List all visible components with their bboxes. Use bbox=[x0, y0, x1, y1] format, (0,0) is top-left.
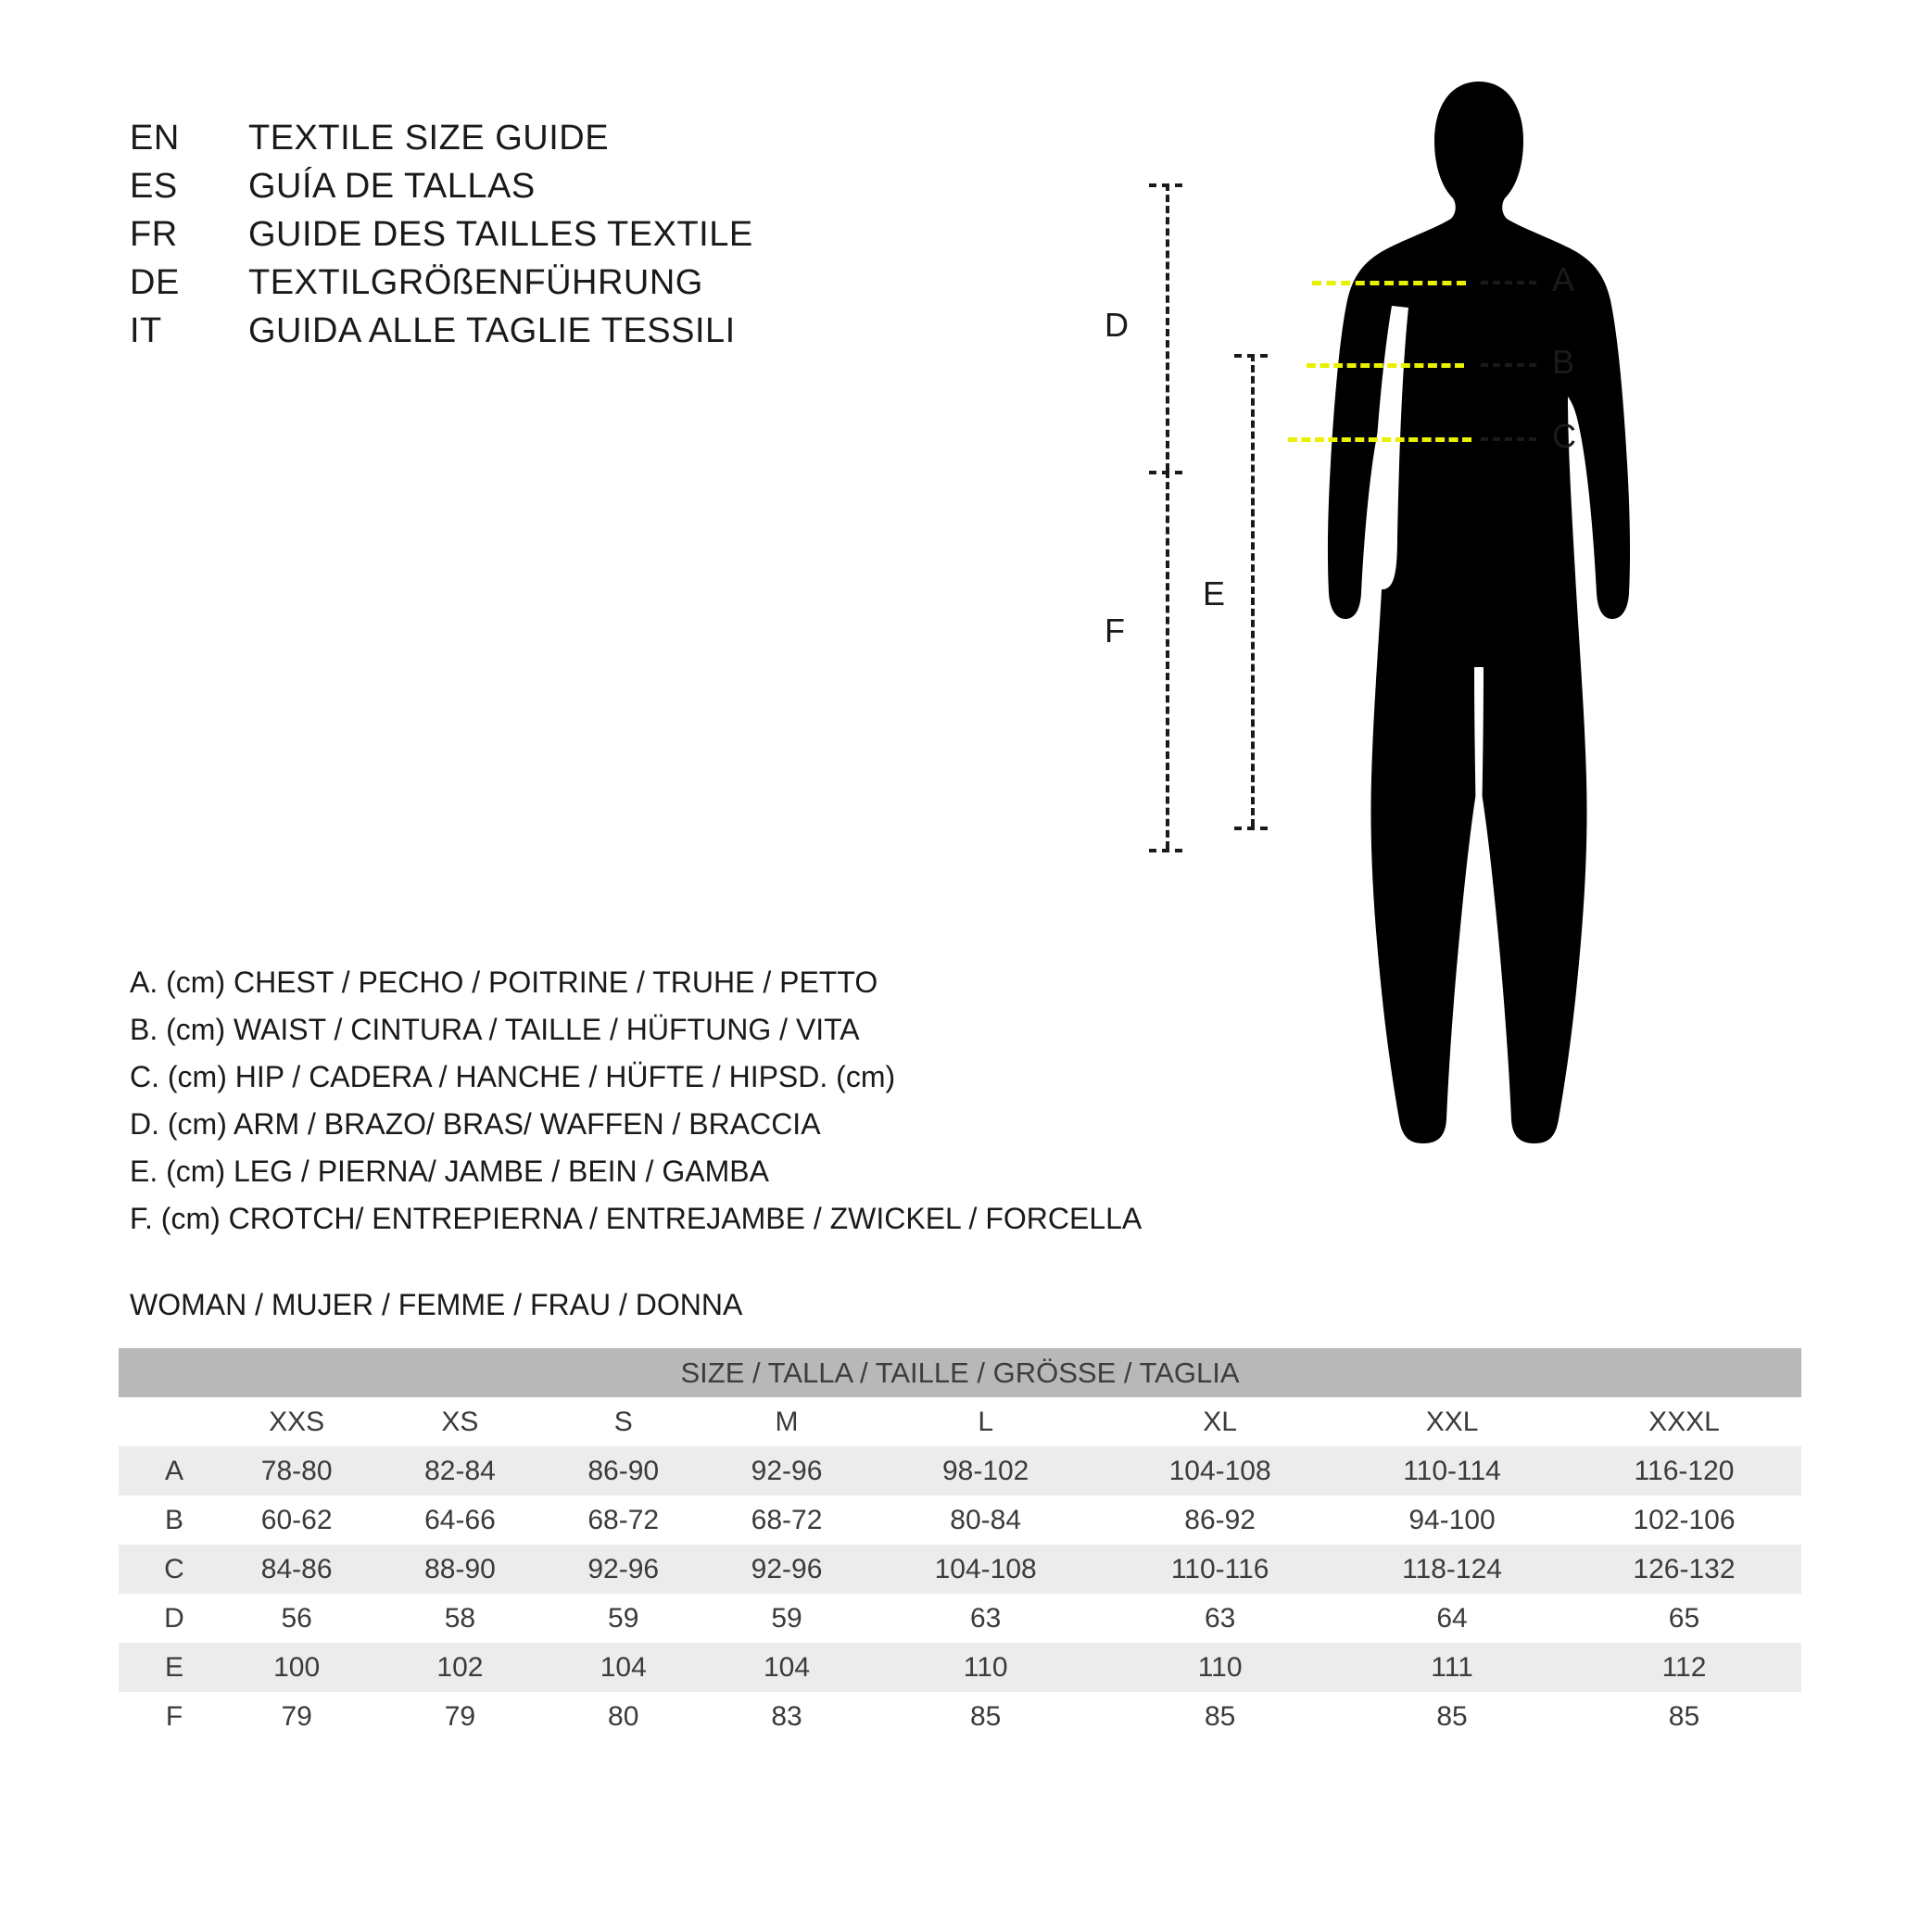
size-col-s: S bbox=[542, 1397, 705, 1446]
title-row bbox=[130, 215, 753, 263]
cell-e-m: 104 bbox=[705, 1643, 868, 1692]
cell-d-s: 59 bbox=[542, 1594, 705, 1643]
marker-label-e: E bbox=[1203, 574, 1226, 612]
cell-c-xs: 88-90 bbox=[378, 1545, 541, 1594]
size-col-xl: XL bbox=[1103, 1397, 1337, 1446]
cell-a-xxl: 110-114 bbox=[1337, 1446, 1567, 1496]
cell-c-m: 92-96 bbox=[705, 1545, 868, 1594]
title-row bbox=[130, 167, 753, 215]
table-row bbox=[119, 1594, 1801, 1643]
leg-bracket-line bbox=[1251, 354, 1255, 827]
legend-item-e: E. (cm) LEG / PIERNA/ JAMBE / BEIN / GAMBA bbox=[130, 1155, 769, 1188]
marker-label-d: D bbox=[1105, 306, 1129, 344]
cell-b-xxxl: 102-106 bbox=[1567, 1496, 1801, 1545]
size-col-m: M bbox=[705, 1397, 868, 1446]
waist-leader-line bbox=[1481, 363, 1536, 367]
cell-b-xxs: 60-62 bbox=[215, 1496, 378, 1545]
cell-e-xxl: 111 bbox=[1337, 1643, 1567, 1692]
table-row bbox=[119, 1446, 1801, 1496]
legend-block bbox=[130, 959, 1142, 1243]
legend-item-f: F. (cm) CROTCH/ ENTREPIERNA / ENTREJAMBE / ZWICKEL / FORCELLA bbox=[130, 1202, 1143, 1235]
waist-measure-line bbox=[1307, 363, 1464, 368]
chest-measure-line bbox=[1312, 281, 1466, 285]
table-size-row bbox=[119, 1397, 1801, 1446]
title-lang-de: DE bbox=[130, 263, 180, 302]
cell-a-s: 86-90 bbox=[542, 1446, 705, 1496]
title-row bbox=[130, 263, 753, 311]
cell-e-xxs: 100 bbox=[215, 1643, 378, 1692]
title-lang-es: ES bbox=[130, 167, 178, 206]
title-text-de: TEXTILGRÖßENFÜHRUNG bbox=[248, 263, 703, 302]
cell-f-s: 80 bbox=[542, 1692, 705, 1741]
size-col-xxs: XXS bbox=[215, 1397, 378, 1446]
cell-f-xs: 79 bbox=[378, 1692, 541, 1741]
title-text-en: TEXTILE SIZE GUIDE bbox=[248, 119, 610, 158]
cell-f-xxl: 85 bbox=[1337, 1692, 1567, 1741]
cell-f-l: 85 bbox=[868, 1692, 1103, 1741]
table-header-label: SIZE / TALLA / TAILLE / GRÖSSE / TAGLIA bbox=[119, 1348, 1801, 1397]
cell-f-xl: 85 bbox=[1103, 1692, 1337, 1741]
cell-b-xs: 64-66 bbox=[378, 1496, 541, 1545]
row-label-b: B bbox=[119, 1496, 215, 1545]
cell-c-xxl: 118-124 bbox=[1337, 1545, 1567, 1594]
title-row bbox=[130, 119, 753, 167]
category-label: WOMAN / MUJER / FEMME / FRAU / DONNA bbox=[130, 1288, 743, 1321]
cell-a-m: 92-96 bbox=[705, 1446, 868, 1496]
cell-a-xs: 82-84 bbox=[378, 1446, 541, 1496]
row-label-f: F bbox=[119, 1692, 215, 1741]
table-row bbox=[119, 1545, 1801, 1594]
title-lang-en: EN bbox=[130, 119, 180, 158]
cell-d-xxl: 64 bbox=[1337, 1594, 1567, 1643]
title-row bbox=[130, 311, 753, 360]
size-col-xs: XS bbox=[378, 1397, 541, 1446]
cell-a-l: 98-102 bbox=[868, 1446, 1103, 1496]
title-lang-fr: FR bbox=[130, 215, 178, 254]
chest-leader-line bbox=[1481, 281, 1536, 284]
cell-c-xl: 110-116 bbox=[1103, 1545, 1337, 1594]
arm-bracket-line bbox=[1166, 183, 1169, 471]
cell-a-xxs: 78-80 bbox=[215, 1446, 378, 1496]
crotch-bracket-line bbox=[1166, 471, 1169, 849]
cell-c-l: 104-108 bbox=[868, 1545, 1103, 1594]
cell-f-xxs: 79 bbox=[215, 1692, 378, 1741]
legend-item-a: A. (cm) CHEST / PECHO / POITRINE / TRUHE / PETTO bbox=[130, 966, 878, 999]
table-row bbox=[119, 1643, 1801, 1692]
row-label-a: A bbox=[119, 1446, 215, 1496]
legend-item-b: B. (cm) WAIST / CINTURA / TAILLE / HÜFTUNG / VITA bbox=[130, 1013, 860, 1046]
cell-e-xl: 110 bbox=[1103, 1643, 1337, 1692]
cell-f-xxxl: 85 bbox=[1567, 1692, 1801, 1741]
row-label-c: C bbox=[119, 1545, 215, 1594]
cell-d-xl: 63 bbox=[1103, 1594, 1337, 1643]
measurement-diagram bbox=[1105, 56, 1890, 1260]
table-row bbox=[119, 1692, 1801, 1741]
title-text-it: GUIDA ALLE TAGLIE TESSILI bbox=[248, 311, 736, 350]
cell-e-l: 110 bbox=[868, 1643, 1103, 1692]
size-table bbox=[119, 1348, 1801, 1741]
cell-d-m: 59 bbox=[705, 1594, 868, 1643]
title-block bbox=[130, 119, 753, 360]
cell-c-xxs: 84-86 bbox=[215, 1545, 378, 1594]
marker-label-c: C bbox=[1552, 417, 1576, 455]
size-row-corner bbox=[119, 1397, 215, 1446]
title-text-fr: GUIDE DES TAILLES TEXTILE bbox=[248, 215, 753, 254]
marker-label-a: A bbox=[1552, 260, 1575, 298]
cell-d-xxs: 56 bbox=[215, 1594, 378, 1643]
size-col-l: L bbox=[868, 1397, 1103, 1446]
table-row bbox=[119, 1496, 1801, 1545]
table-header-row bbox=[119, 1348, 1801, 1397]
cell-a-xxxl: 116-120 bbox=[1567, 1446, 1801, 1496]
crotch-bracket-bottom-tick bbox=[1149, 849, 1182, 852]
cell-c-s: 92-96 bbox=[542, 1545, 705, 1594]
cell-c-xxxl: 126-132 bbox=[1567, 1545, 1801, 1594]
cell-e-xs: 102 bbox=[378, 1643, 541, 1692]
cell-f-m: 83 bbox=[705, 1692, 868, 1741]
cell-e-s: 104 bbox=[542, 1643, 705, 1692]
title-lang-it: IT bbox=[130, 311, 162, 350]
cell-b-xxl: 94-100 bbox=[1337, 1496, 1567, 1545]
cell-b-l: 80-84 bbox=[868, 1496, 1103, 1545]
cell-d-xs: 58 bbox=[378, 1594, 541, 1643]
cell-b-xl: 86-92 bbox=[1103, 1496, 1337, 1545]
size-col-xxxl: XXXL bbox=[1567, 1397, 1801, 1446]
cell-b-s: 68-72 bbox=[542, 1496, 705, 1545]
hip-measure-line bbox=[1288, 437, 1471, 442]
marker-label-f: F bbox=[1105, 612, 1125, 650]
woman-silhouette-icon bbox=[1316, 74, 1649, 1214]
hip-leader-line bbox=[1481, 437, 1536, 441]
cell-e-xxxl: 112 bbox=[1567, 1643, 1801, 1692]
legend-item-d: D. (cm) ARM / BRAZO/ BRAS/ WAFFEN / BRACCIA bbox=[130, 1107, 821, 1141]
marker-label-b: B bbox=[1552, 343, 1575, 381]
cell-d-l: 63 bbox=[868, 1594, 1103, 1643]
size-col-xxl: XXL bbox=[1337, 1397, 1567, 1446]
leg-bracket-bottom-tick bbox=[1234, 827, 1268, 830]
legend-item-c: C. (cm) HIP / CADERA / HANCHE / HÜFTE / HIPSD. (cm) bbox=[130, 1060, 896, 1093]
cell-d-xxxl: 65 bbox=[1567, 1594, 1801, 1643]
cell-a-xl: 104-108 bbox=[1103, 1446, 1337, 1496]
title-text-es: GUÍA DE TALLAS bbox=[248, 167, 536, 206]
cell-b-m: 68-72 bbox=[705, 1496, 868, 1545]
row-label-d: D bbox=[119, 1594, 215, 1643]
row-label-e: E bbox=[119, 1643, 215, 1692]
